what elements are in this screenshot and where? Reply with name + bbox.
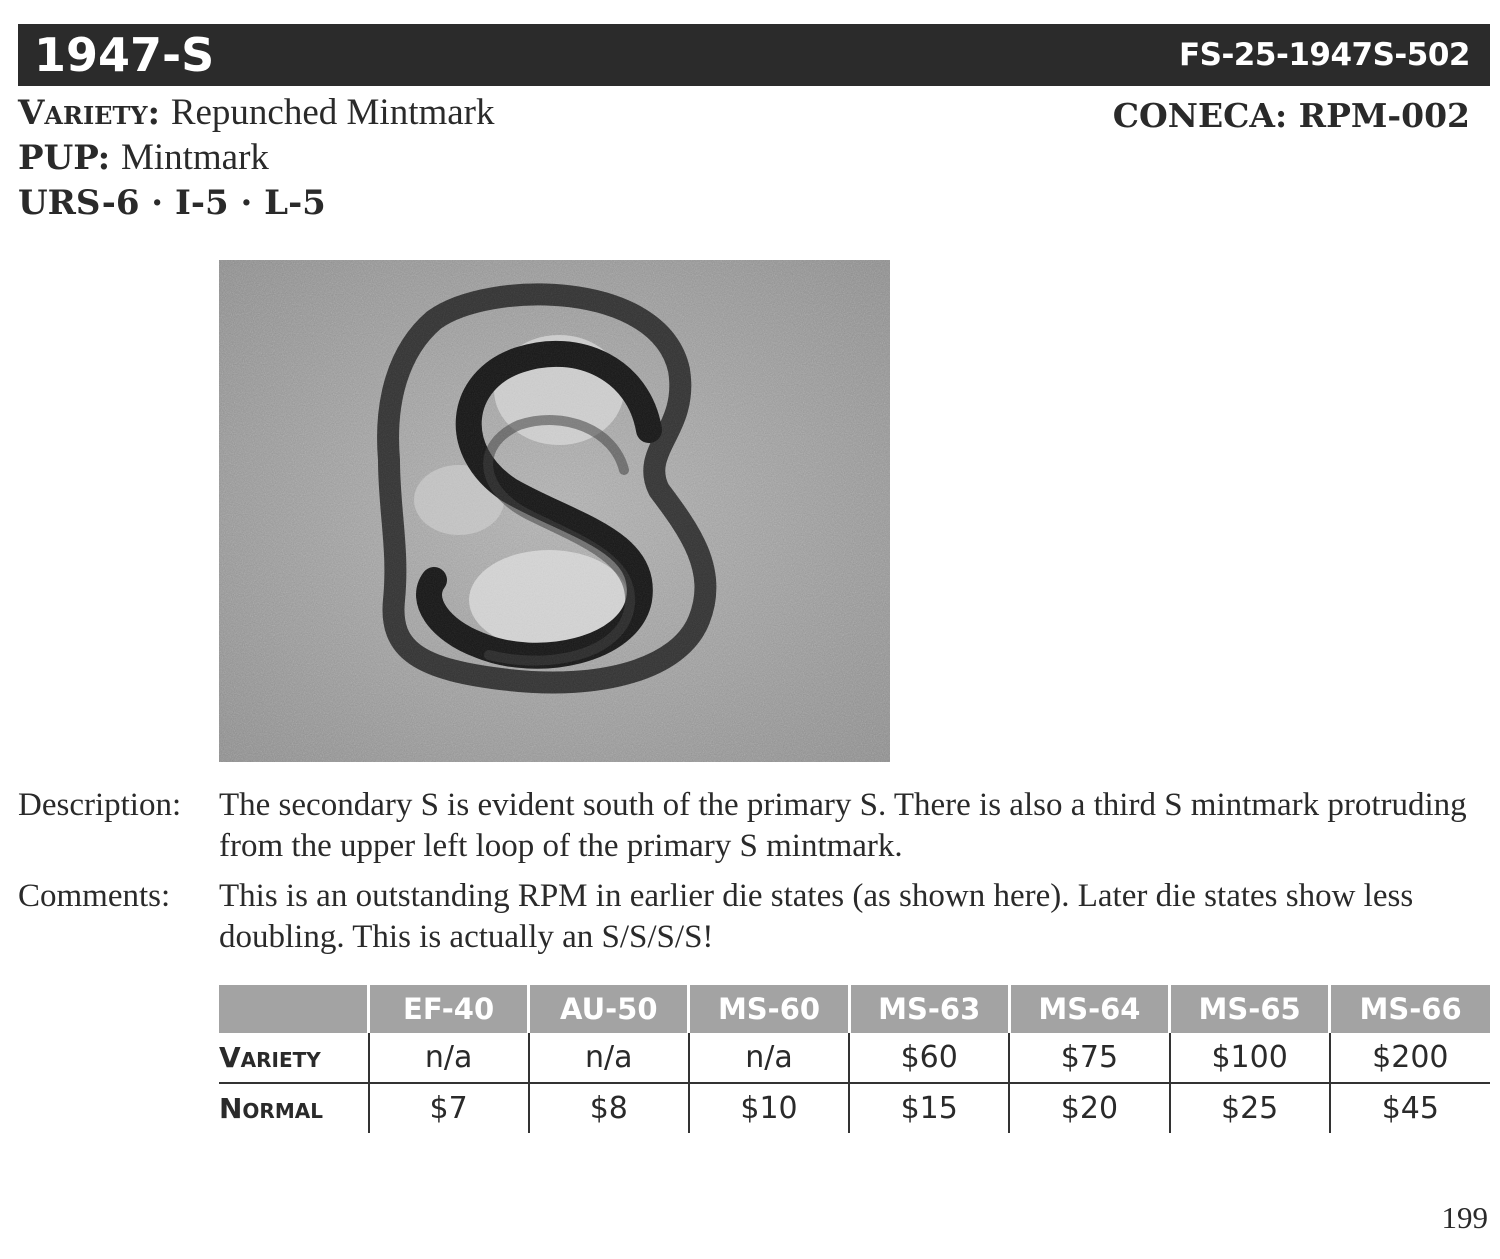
mintmark-photo [219,260,890,762]
price-cell: $15 [849,1083,1009,1133]
description-text: The secondary S is evident south of the primary S. There is also a third S mintmark protruding from the upper left loop of the primary S mintmark. [219,787,1467,864]
price-cell: $8 [529,1083,689,1133]
grade-header: AU-50 [529,985,689,1033]
price-cell: $75 [1009,1033,1169,1083]
row-label-variety: Variety [219,1033,369,1083]
price-cell: n/a [369,1033,529,1083]
price-cell: $7 [369,1083,529,1133]
description-label: Description: [18,787,182,823]
price-cell: $60 [849,1033,1009,1083]
variety-value: Repunched Mintmark [170,92,495,133]
grade-header: EF-40 [369,985,529,1033]
price-cell: $20 [1009,1083,1169,1133]
price-cell: $100 [1170,1033,1330,1083]
mintmark-image [219,260,890,762]
pup-value: Mintmark [120,137,269,178]
page-number: 199 [1441,1200,1488,1235]
price-cell: $45 [1330,1083,1490,1133]
grade-header: MS-65 [1170,985,1330,1033]
grade-header: MS-64 [1009,985,1169,1033]
price-cell: n/a [529,1033,689,1083]
table-row-variety [219,1033,1490,1083]
grade-header: MS-63 [849,985,1009,1033]
title-bar [18,24,1490,86]
pup-line [18,138,269,178]
grade-header-row [219,985,1490,1033]
grade-header: MS-66 [1330,985,1490,1033]
price-cell: $25 [1170,1083,1330,1133]
price-cell: n/a [689,1033,849,1083]
coin-year-title: 1947-S [34,28,215,82]
table-corner-cell [219,985,369,1033]
price-cell: $10 [689,1083,849,1133]
comments-label: Comments: [18,878,171,914]
comments-text: This is an outstanding RPM in earlier die states (as shown here). Later die states show less doubling. This is actually an S/S/S/S! [219,878,1414,955]
row-label-normal: Normal [219,1092,323,1125]
variety-label: Variety: [18,93,161,133]
fs-code: FS-25-1947S-502 [1178,37,1470,73]
grade-header: MS-60 [689,985,849,1033]
price-table [219,985,1490,1133]
table-row-normal [219,1083,1490,1133]
variety-line [18,93,495,133]
pup-label: PUP: [18,138,111,178]
price-cell: $200 [1330,1033,1490,1083]
coneca-reference: CONECA: RPM-002 [1112,96,1470,135]
rarity-ratings: URS-6 · I-5 · L-5 [18,183,326,223]
